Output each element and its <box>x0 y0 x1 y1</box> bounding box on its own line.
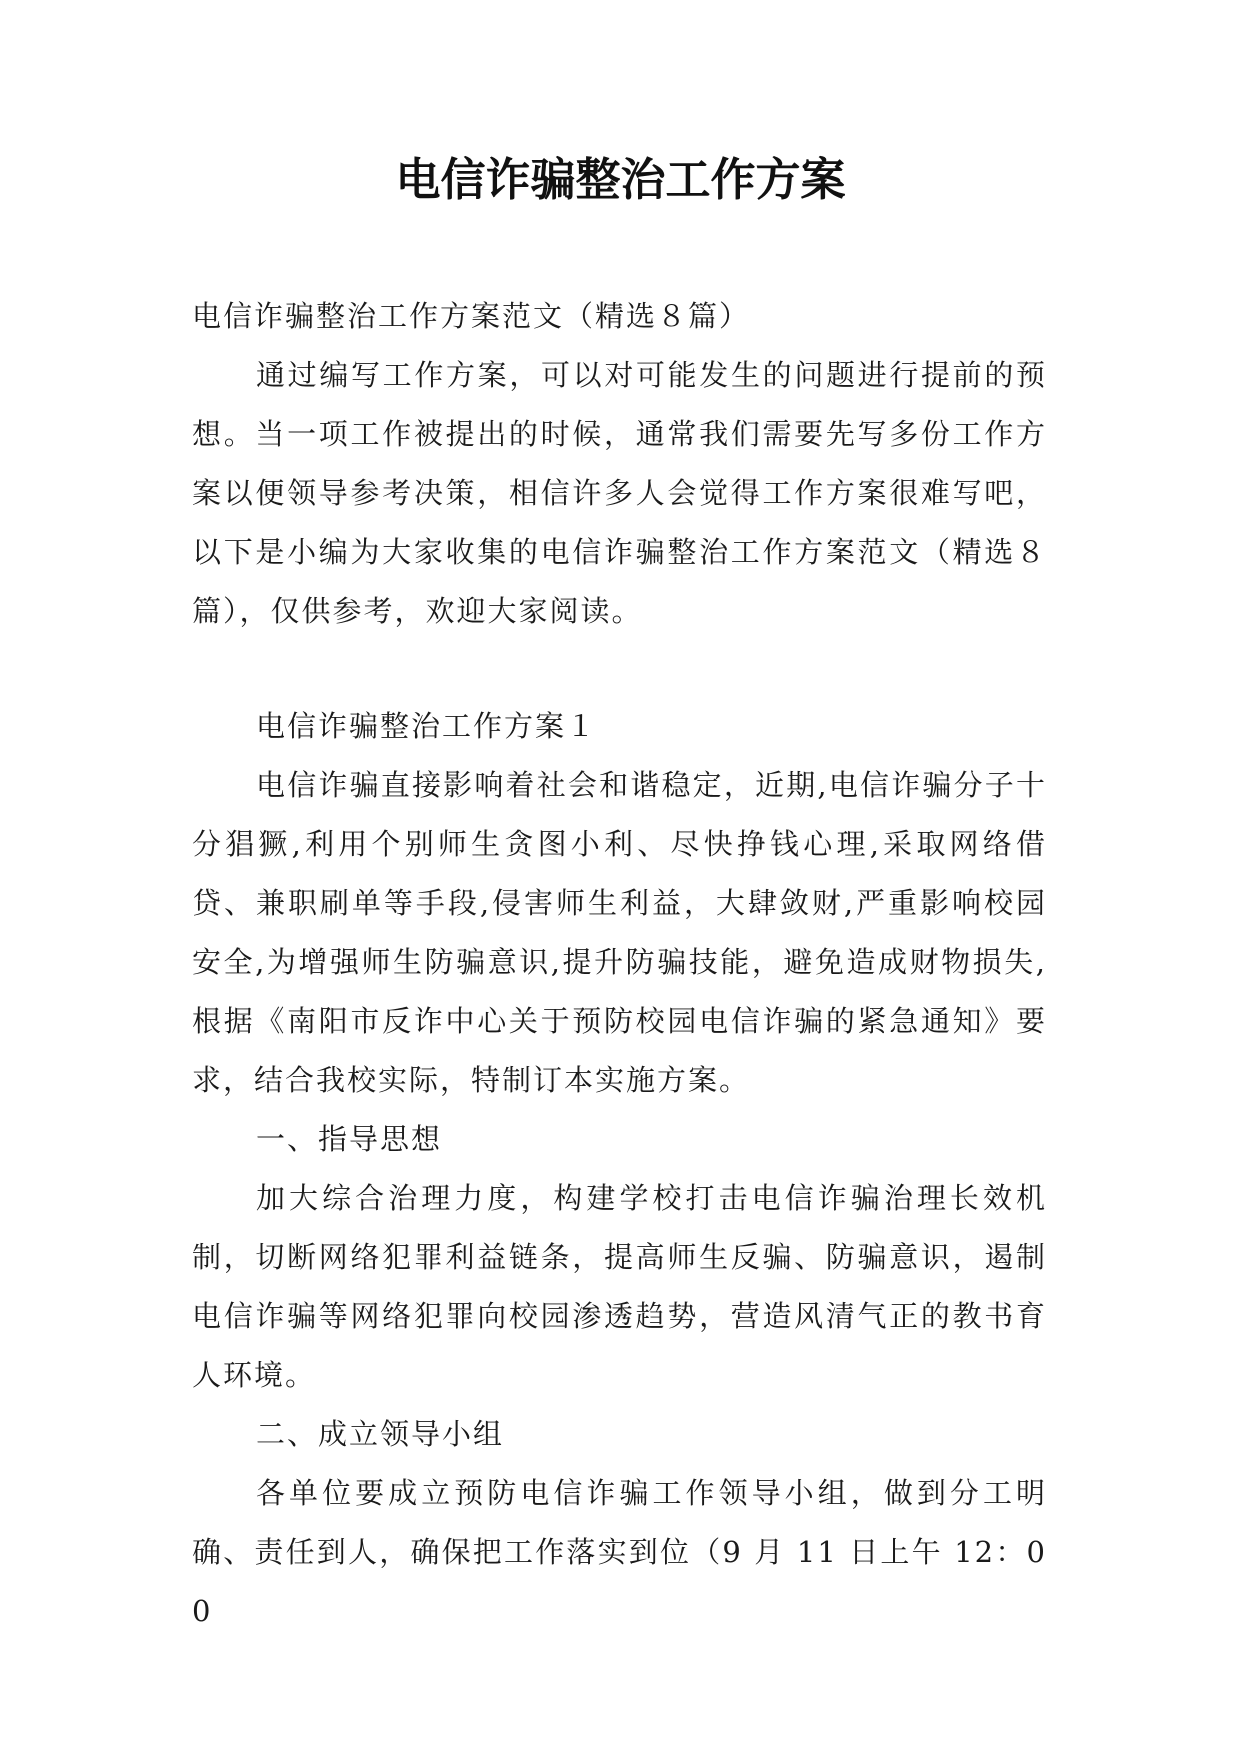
subsection-body-guiding-ideology: 加大综合治理力度，构建学校打击电信诈骗治理长效机制，切断网络犯罪利益链条，提高师生反骗、防骗意识，遏制电信诈骗等网络犯罪向校园渗透趋势，营造风清气正的教书育人环境。 <box>192 1181 1047 1392</box>
document-subtitle: 电信诈骗整治工作方案范文（精选８篇） <box>192 299 751 333</box>
intro-paragraph: 通过编写工作方案，可以对可能发生的问题进行提前的预想。当一项工作被提出的时候，通常我们需要先写多份工作方案以便领导参考决策，相信许多人会觉得工作方案很难写吧，以下是小编为大家收集的电信诈骗整治工作方案范文（精选８篇），仅供参考，欢迎大家阅读。 <box>192 358 1047 628</box>
subsection-heading-leading-group: 二、成立领导小组 <box>256 1417 505 1451</box>
subsection-body-leading-group: 各单位要成立预防电信诈骗工作领导小组，做到分工明确、责任到人，确保把工作落实到位（9 月 11 日上午 12：00 <box>192 1476 1047 1628</box>
subsection-heading-guiding-ideology: 一、指导思想 <box>256 1122 443 1156</box>
document-title: 电信诈骗整治工作方案 <box>395 153 846 206</box>
document-body <box>192 287 1047 1641</box>
section-paragraph: 电信诈骗直接影响着社会和谐稳定，近期,电信诈骗分子十分猖獗,利用个别师生贪图小利、尽快挣钱心理,采取网络借贷、兼职刷单等手段,侵害师生利益，大肆敛财,严重影响校园安全,为增强师生防骗意识,提升防骗技能，避免造成财物损失,根据《南阳市反诈中心关于预防校园电信诈骗的紧急通知》要求，结合我校实际，特制订本实施方案。 <box>192 768 1047 1097</box>
section-heading: 电信诈骗整治工作方案１ <box>256 709 598 743</box>
